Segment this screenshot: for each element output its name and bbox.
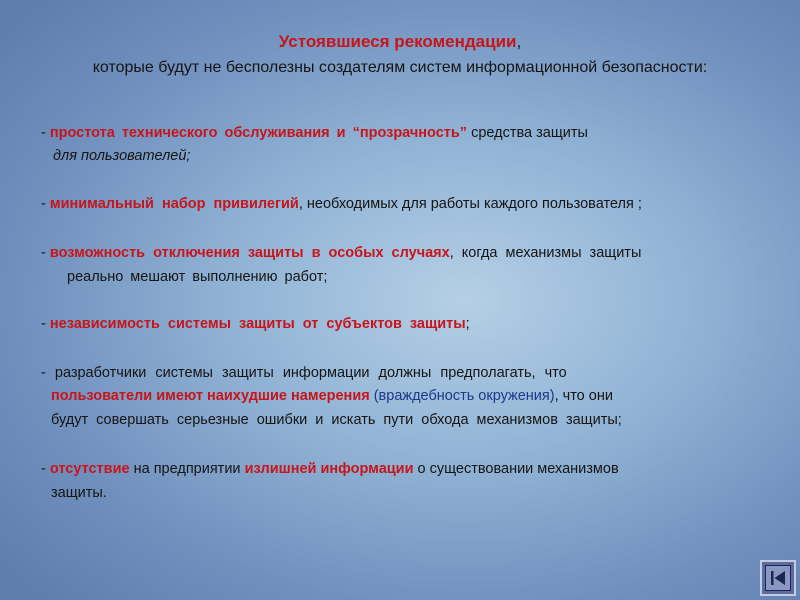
item-text: , когда механизмы защиты [449,245,642,261]
item-text: о существовании механизмов [413,461,619,477]
list-item [41,364,567,382]
item-text: ; [465,316,470,332]
item-dash: - [41,125,46,141]
item-highlight: простота технического обслуживания и “прозрачность” [49,125,468,141]
slide-title [0,32,800,52]
item-text: средства защиты [467,125,588,141]
item-text: , что они [554,388,613,404]
slide-title-text: Устоявшиеся рекомендации [278,32,517,51]
item-highlight: пользователи имеют наихудшие намерения [51,388,370,404]
item-continuation [51,387,613,405]
list-item [41,124,588,142]
list-item [41,244,641,262]
item-text: , необходимых для работы каждого пользователя ; [298,196,642,212]
item-continuation: реально мешают выполнению работ; [67,269,328,285]
item-highlight: независимость системы защиты от субъектов защиты [49,316,466,332]
back-to-start-icon [765,565,791,591]
item-highlight: излишней информации [244,461,414,477]
item-dash: - [41,365,46,381]
item-dash: - [41,316,46,332]
back-to-start-icon-glyph [768,568,788,588]
item-highlight: минимальный набор привилегий [49,196,299,212]
item-highlight: отсутствие [49,461,130,477]
item-highlight-blue: (враждебность окружения) [369,388,555,404]
back-to-start-button[interactable] [760,560,796,596]
item-dash: - [41,461,46,477]
item-text: на предприятии [129,461,245,477]
item-text: разработчики системы защиты информации должны предполагать, что [54,365,567,381]
item-continuation: будут совершать серьезные ошибки и искать пути обхода механизмов защиты; [51,412,622,428]
item-dash: - [41,196,46,212]
item-dash: - [41,245,46,261]
list-item [41,195,642,213]
list-item [41,460,619,478]
list-item [41,315,470,333]
item-continuation: для пользователей; [53,148,191,164]
slide-title-comma: , [516,32,522,51]
item-continuation: защиты. [51,485,107,501]
item-highlight: возможность отключения защиты в особых случаях [49,245,450,261]
slide-subtitle: которые будут не бесполезны создателям систем информационной безопасности: [92,59,708,76]
